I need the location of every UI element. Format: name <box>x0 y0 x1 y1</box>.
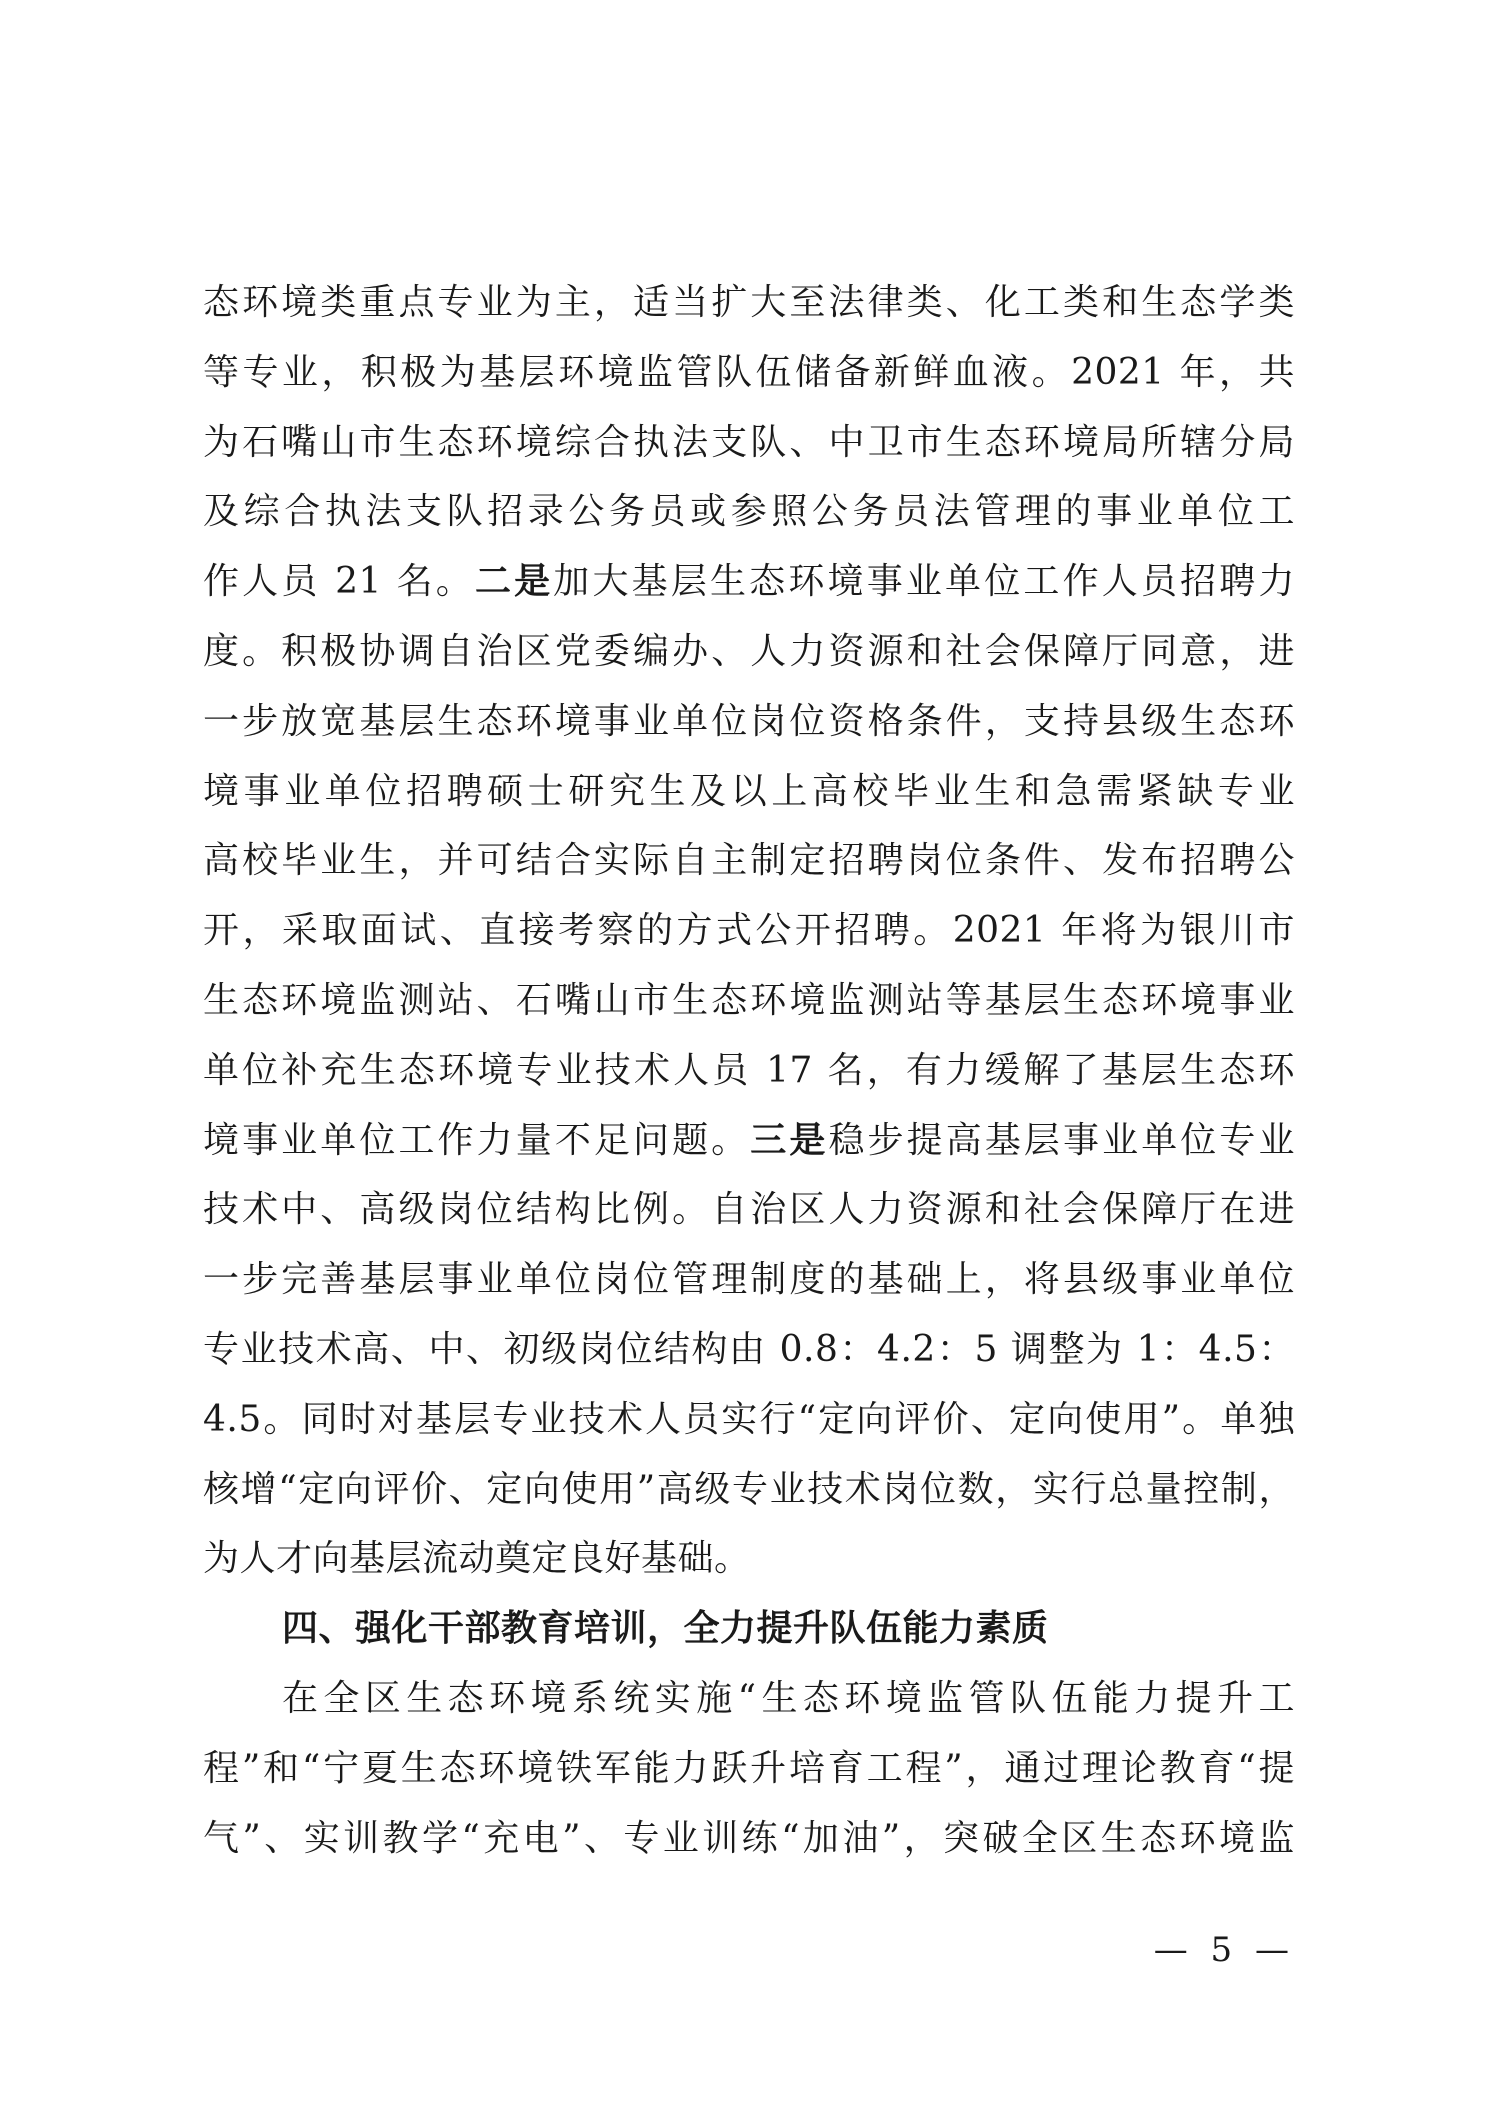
text-line: 技术中、高级岗位结构比例。自治区人力资源和社会保障厅在进 <box>203 1189 1295 1231</box>
text-span: 境事业单位工作力量不足问题。 <box>203 1119 751 1161</box>
text-line: 及综合执法支队招录公务员或参照公务员法管理的事业单位工 <box>203 491 1295 533</box>
emphasis-text: 二是 <box>474 561 554 603</box>
text-line <box>203 547 1295 617</box>
text-span: 稳步提高基层事业单位专业 <box>828 1119 1295 1161</box>
text-line: 单位补充生态环境专业技术人员 17 名，有力缓解了基层生态环 <box>203 1049 1295 1091</box>
text-span: 作人员 21 名。 <box>203 561 475 603</box>
text-line: 在全区生态环境系统实施“生态环境监管队伍能力提升工 <box>282 1677 1295 1719</box>
text-line: 开，采取面试、直接考察的方式公开招聘。2021 年将为银川市 <box>203 910 1295 952</box>
text-line <box>203 1106 1295 1176</box>
text-line: 生态环境监测站、石嘴山市生态环境监测站等基层生态环境事业 <box>203 979 1295 1021</box>
text-line: 4.5。同时对基层专业技术人员实行“定向评价、定向使用”。单独 <box>203 1398 1295 1440</box>
section-heading: 四、强化干部教育培训，全力提升队伍能力素质 <box>282 1608 1049 1650</box>
text-line: 核增“定向评价、定向使用”高级专业技术岗位数，实行总量控制， <box>203 1468 1295 1510</box>
body-text <box>203 268 1295 1873</box>
text-line: 态环境类重点专业为主，适当扩大至法律类、化工类和生态学类 <box>203 282 1295 323</box>
text-line: 程”和“宁夏生态环境铁军能力跃升培育工程”，通过理论教育“提 <box>203 1747 1295 1789</box>
text-line: 一步完善基层事业单位岗位管理制度的基础上，将县级事业单位 <box>203 1259 1295 1301</box>
text-line: 为石嘴山市生态环境综合执法支队、中卫市生态环境局所辖分局 <box>203 421 1295 463</box>
text-line: 境事业单位招聘硕士研究生及以上高校毕业生和急需紧缺专业 <box>203 770 1295 812</box>
text-line: 高校毕业生，并可结合实际自主制定招聘岗位条件、发布招聘公 <box>203 840 1295 882</box>
emphasis-text: 三是 <box>750 1119 829 1161</box>
text-line: 气”、实训教学“充电”、专业训练“加油”，突破全区生态环境监 <box>203 1817 1295 1859</box>
text-span: 加大基层生态环境事业单位工作人员招聘力 <box>553 561 1295 603</box>
text-line: 度。积极协调自治区党委编办、人力资源和社会保障厅同意，进 <box>203 630 1295 672</box>
page-number: — 5 — <box>1153 1930 1295 1970</box>
text-line: 专业技术高、中、初级岗位结构由 0.8：4.2：5 调整为 1：4.5： <box>203 1328 1295 1370</box>
text-line: 一步放宽基层生态环境事业单位岗位资格条件，支持县级生态环 <box>203 700 1295 742</box>
text-line: 等专业，积极为基层环境监管队伍储备新鲜血液。2021 年，共 <box>203 351 1295 393</box>
text-line: 为人才向基层流动奠定良好基础。 <box>203 1538 751 1580</box>
